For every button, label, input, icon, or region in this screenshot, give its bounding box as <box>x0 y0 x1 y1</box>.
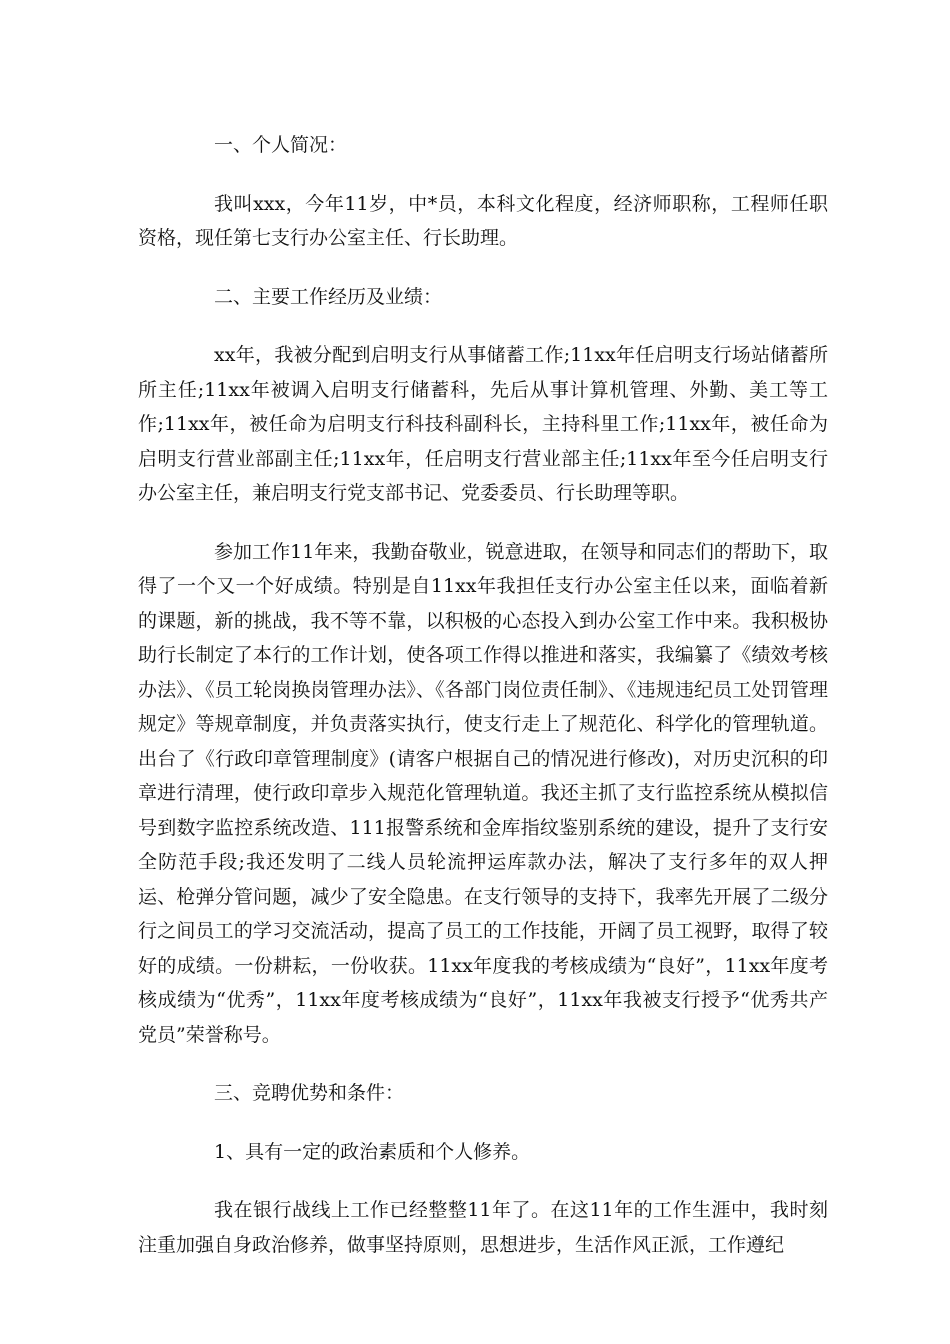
section-heading-advantages: 三、竞聘优势和条件： <box>214 1082 405 1104</box>
paragraph-work-history: xx年，我被分配到启明支行从事储蓄工作;11xx年任启明支行场站储蓄所所主任;11xx年被调入启明支行储蓄科，先后从事计算机管理、外勤、美工等工作;11xx年，被任命为启明支行科技科副科长，主持科里工作;11xx年，被任命为启明支行营业部副主任;11xx年，任启明支行营业部主任;11xx年至今任启明支行办公室主任，兼启明支行党支部书记、党委委员、行长助理等职。 <box>138 344 828 504</box>
paragraph-personal-profile: 我叫xxx，今年11岁，中*员，本科文化程度，经济师职称，工程师任职资格，现任第七支行办公室主任、行长助理。 <box>138 192 828 249</box>
paragraph-achievements: 参加工作11年来，我勤奋敬业，锐意进取，在领导和同志们的帮助下，取得了一个又一个好成绩。特别是自11xx年我担任支行办公室主任以来，面临着新的课题，新的挑战，我不等不靠，以积极的心态投入到办公室工作中来。我积极协助行长制定了本行的工作计划，使各项工作得以推进和落实，我编纂了《绩效考核办法》、《员工轮岗换岗管理办法》、《各部门岗位责任制》、《违规违纪员工处罚管理规定》等规章制度，并负责落实执行，使支行走上了规范化、科学化的管理轨道。出台了《行政印章管理制度》(请客户根据自己的情况进行修改)，对历史沉积的印章进行清理，使行政印章步入规范化管理轨道。我还主抓了支行监控系统从模拟信号到数字监控系统改造、111报警系统和金库指纹鉴别系统的建设，提升了支行安全防范手段;我还发明了二线人员轮流押运库款办法，解决了支行多年的双人押运、枪弹分管问题，减少了安全隐患。在支行领导的支持下，我率先开展了二级分行之间员工的学习交流活动，提高了员工的工作技能，开阔了员工视野，取得了较好的成绩。一份耕耘，一份收获。11xx年度我的考核成绩为“良好”，11xx年度考核成绩为“优秀”，11xx年度考核成绩为“良好”，11xx年我被支行授予“优秀共产党员”荣誉称号。 <box>138 540 828 1046</box>
section-heading-work-experience: 二、主要工作经历及业绩： <box>214 285 443 308</box>
section-heading-personal-profile: 一、个人简况： <box>214 134 348 156</box>
subheading-political-quality: 1、具有一定的政治素质和个人修养。 <box>214 1140 531 1163</box>
document-body <box>138 128 828 1286</box>
paragraph-political-quality: 我在银行战线上工作已经整整11年了。在这11年的工作生涯中，我时刻注重加强自身政治修养，做事坚持原则，思想进步，生活作风正派，工作遵纪 <box>138 1199 828 1256</box>
